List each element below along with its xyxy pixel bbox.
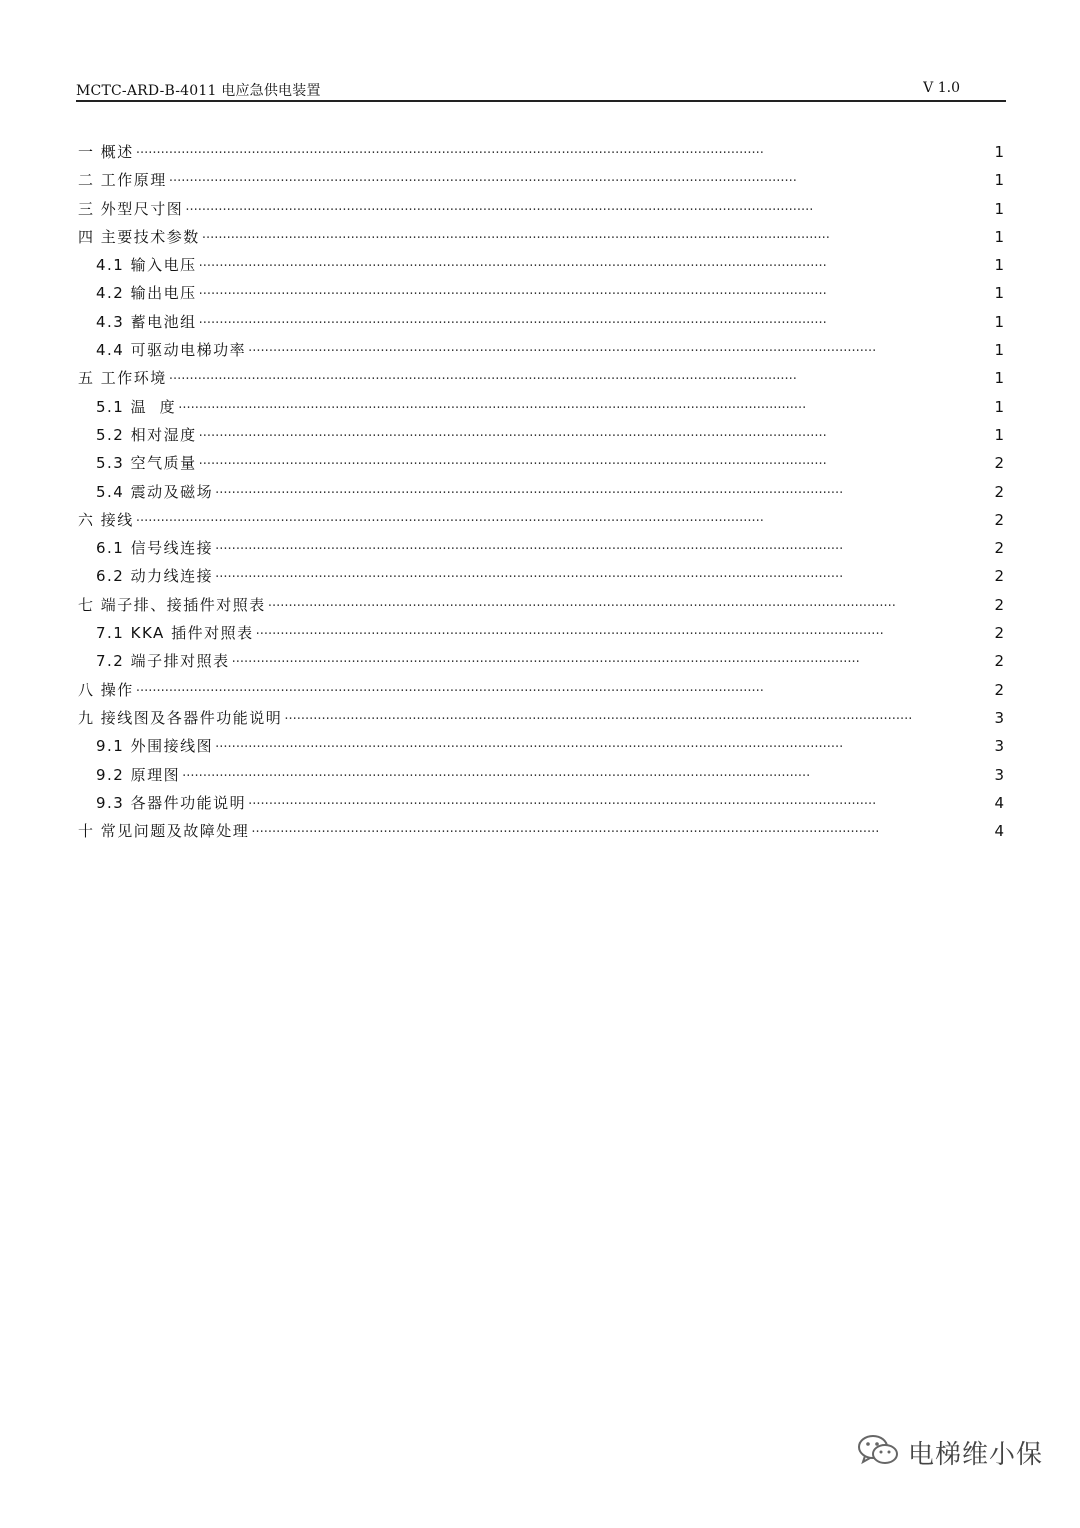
toc-entry-title: 接线 <box>100 510 134 529</box>
toc-entry <box>78 424 1004 452</box>
toc-entry <box>78 537 1004 565</box>
dot-leader <box>136 514 992 529</box>
toc-entry <box>78 650 1004 678</box>
toc-entry-title: 各器件功能说明 <box>130 793 247 812</box>
toc-entry-page: 1 <box>994 171 1004 190</box>
toc-entry-number: 5.4 <box>96 482 125 501</box>
toc-entry-page: 1 <box>994 199 1004 218</box>
toc-entry <box>78 367 1004 395</box>
toc-entry-number: 9.2 <box>96 765 125 784</box>
page-header <box>76 78 1006 102</box>
toc-entry-number: 4.2 <box>96 284 125 303</box>
toc-entry-number: 三 <box>78 199 95 218</box>
toc-entry <box>78 481 1004 509</box>
toc-entry-number: 七 <box>78 595 95 614</box>
dot-leader <box>284 712 992 727</box>
toc-entry-page: 2 <box>994 652 1004 671</box>
toc-entry-number: 5.1 <box>96 397 125 416</box>
dot-leader <box>232 655 992 670</box>
dot-leader <box>136 146 992 161</box>
toc-entry-number: 二 <box>78 171 95 190</box>
dot-leader <box>136 684 992 699</box>
toc-entry-title: 外型尺寸图 <box>100 199 184 218</box>
toc-entry <box>78 679 1004 707</box>
dot-leader <box>202 231 992 246</box>
dot-leader <box>215 740 992 755</box>
document-version: V 1.0 <box>923 80 960 96</box>
dot-leader <box>215 486 992 501</box>
toc-entry-title: 操作 <box>100 680 134 699</box>
table-of-contents <box>78 141 1004 848</box>
dot-leader <box>268 599 992 614</box>
toc-entry-page: 2 <box>994 680 1004 699</box>
dot-leader <box>251 825 992 840</box>
toc-entry-page: 2 <box>994 567 1004 586</box>
toc-entry-number: 九 <box>78 708 95 727</box>
toc-entry-title: 震动及磁场 <box>130 482 214 501</box>
toc-entry-title: 温 度 <box>130 397 177 416</box>
toc-entry-title: 工作环境 <box>100 369 167 388</box>
toc-entry <box>78 622 1004 650</box>
toc-entry-page: 3 <box>994 737 1004 756</box>
toc-entry-title: 空气质量 <box>130 454 197 473</box>
toc-entry-number: 五 <box>78 369 95 388</box>
toc-entry-number: 4.3 <box>96 312 125 331</box>
toc-entry-page: 2 <box>994 624 1004 643</box>
dot-leader <box>256 627 992 642</box>
toc-entry-number: 四 <box>78 227 95 246</box>
toc-entry-page: 3 <box>994 708 1004 727</box>
toc-entry-title: 信号线连接 <box>130 539 214 558</box>
toc-entry-title: 相对湿度 <box>130 425 197 444</box>
toc-entry-page: 4 <box>994 793 1004 812</box>
toc-entry <box>78 169 1004 197</box>
toc-entry <box>78 282 1004 310</box>
toc-entry-title: 输入电压 <box>130 256 197 275</box>
toc-entry-number: 5.3 <box>96 454 125 473</box>
toc-entry-title: 常见问题及故障处理 <box>100 822 250 841</box>
toc-entry-page: 1 <box>994 425 1004 444</box>
toc-entry-title: 接线图及各器件功能说明 <box>100 708 283 727</box>
toc-entry <box>78 707 1004 735</box>
toc-entry-page: 2 <box>994 539 1004 558</box>
dot-leader <box>199 457 992 472</box>
toc-entry-number: 6.1 <box>96 539 125 558</box>
toc-entry <box>78 820 1004 848</box>
toc-entry-title: 概述 <box>100 143 134 161</box>
dot-leader <box>248 797 992 812</box>
toc-entry <box>78 254 1004 282</box>
toc-entry-number: 9.3 <box>96 793 125 812</box>
toc-entry-number: 十 <box>78 822 95 841</box>
dot-leader <box>199 316 992 331</box>
toc-entry <box>78 764 1004 792</box>
toc-entry <box>78 594 1004 622</box>
dot-leader <box>199 287 992 302</box>
toc-entry <box>78 311 1004 339</box>
toc-entry <box>78 339 1004 367</box>
toc-entry-title: 工作原理 <box>100 171 167 190</box>
toc-entry-number: 7.2 <box>96 652 125 671</box>
toc-entry-number: 一 <box>78 143 95 161</box>
toc-entry-number: 7.1 <box>96 624 125 643</box>
toc-entry-title: 外围接线图 <box>130 737 214 756</box>
toc-entry-number: 4.4 <box>96 341 125 360</box>
toc-entry-page: 1 <box>994 143 1004 161</box>
toc-entry-number: 4.1 <box>96 256 125 275</box>
toc-entry-number: 6.2 <box>96 567 125 586</box>
toc-entry-page: 3 <box>994 765 1004 784</box>
toc-entry <box>78 198 1004 226</box>
toc-entry-number: 六 <box>78 510 95 529</box>
toc-entry-title: 动力线连接 <box>130 567 214 586</box>
toc-entry-title: 端子排对照表 <box>130 652 230 671</box>
dot-leader <box>169 174 992 189</box>
toc-entry-number: 9.1 <box>96 737 125 756</box>
toc-entry-title: 输出电压 <box>130 284 197 303</box>
toc-entry-title: 可驱动电梯功率 <box>130 341 247 360</box>
toc-entry-page: 2 <box>994 454 1004 473</box>
dot-leader <box>215 570 992 585</box>
watermark <box>856 1432 1043 1472</box>
dot-leader <box>178 401 992 416</box>
dot-leader <box>199 259 992 274</box>
toc-entry-page: 2 <box>994 595 1004 614</box>
toc-entry <box>78 792 1004 820</box>
toc-entry-page: 1 <box>994 256 1004 275</box>
toc-entry <box>78 141 1004 169</box>
toc-entry <box>78 226 1004 254</box>
toc-entry <box>78 509 1004 537</box>
dot-leader <box>169 372 992 387</box>
toc-entry-title: 端子排、接插件对照表 <box>100 595 266 614</box>
dot-leader <box>199 429 992 444</box>
toc-entry-page: 1 <box>994 397 1004 416</box>
wechat-icon <box>856 1432 900 1472</box>
toc-entry-page: 1 <box>994 284 1004 303</box>
toc-entry-number: 八 <box>78 680 95 699</box>
toc-entry-page: 2 <box>994 510 1004 529</box>
toc-entry-title: KKA 插件对照表 <box>130 624 254 643</box>
dot-leader <box>215 542 992 557</box>
toc-entry-page: 1 <box>994 341 1004 360</box>
toc-entry-number: 5.2 <box>96 425 125 444</box>
toc-entry-page: 1 <box>994 312 1004 331</box>
dot-leader <box>185 203 992 218</box>
toc-entry <box>78 452 1004 480</box>
watermark-text: 电梯维小保 <box>908 1439 1044 1470</box>
toc-entry-page: 1 <box>994 227 1004 246</box>
toc-entry-title: 主要技术参数 <box>100 227 200 246</box>
toc-entry <box>78 565 1004 593</box>
toc-entry <box>78 396 1004 424</box>
toc-entry-page: 2 <box>994 482 1004 501</box>
toc-entry <box>78 735 1004 763</box>
toc-entry-page: 4 <box>994 822 1004 841</box>
toc-entry-page: 1 <box>994 369 1004 388</box>
dot-leader <box>182 769 992 784</box>
document-title: MCTC-ARD-B-4011 电应急供电装置 <box>76 83 321 99</box>
dot-leader <box>248 344 992 359</box>
toc-entry-title: 蓄电池组 <box>130 312 197 331</box>
toc-entry-title: 原理图 <box>130 765 181 784</box>
